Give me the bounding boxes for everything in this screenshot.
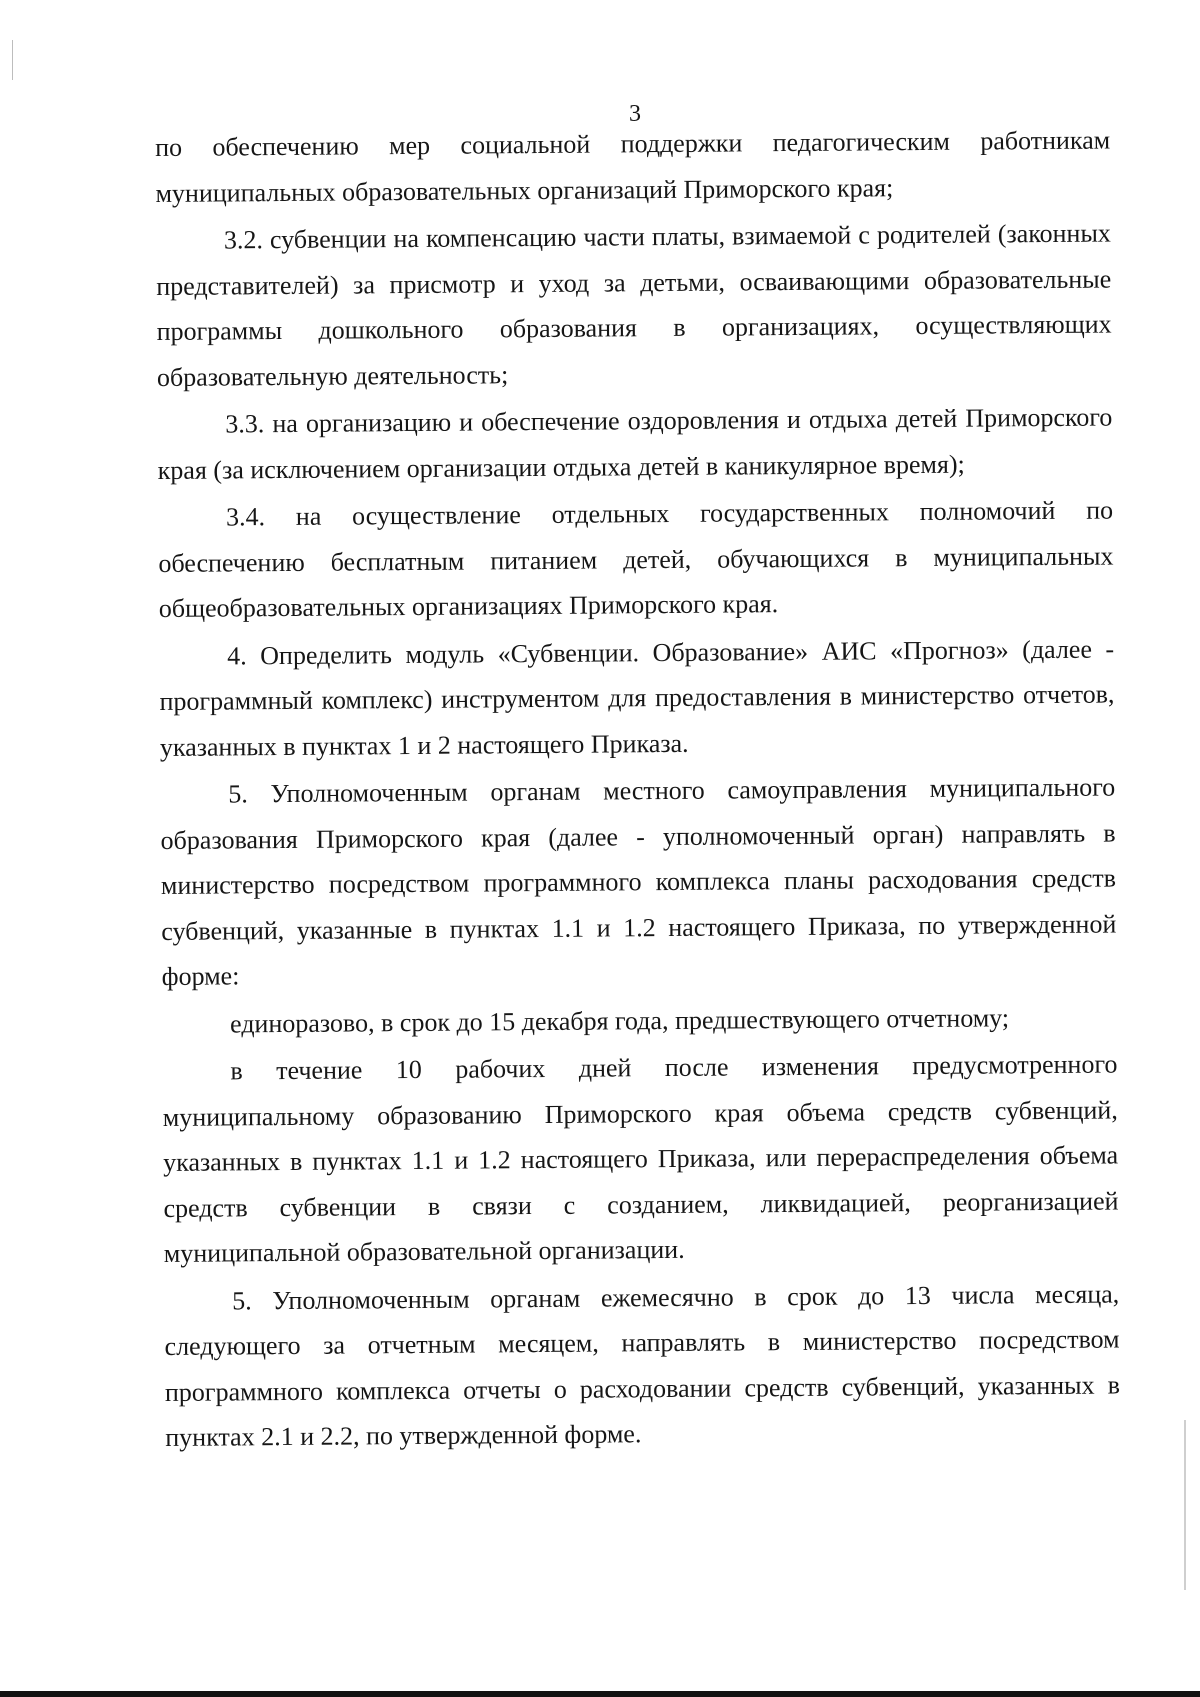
- scan-bottom-edge: [0, 1691, 1200, 1697]
- paragraph-item-3-3: 3.3. на организацию и обеспечение оздоровления и отдыха детей Приморского края (за исключением организации отдыха детей в каникулярное время);: [157, 402, 1113, 485]
- paragraph-item-3-2: 3.2. субвенции на компенсацию части платы, взимаемой с родителей (законных представителей) за присмотр и уход за детьми, осваивающими образовательные программы дошкольного образования в организациях, осуществляющих образовательную деятельность;: [156, 218, 1112, 392]
- paragraph-deadline-once: единоразово, в срок до 15 декабря года, предшествующего отчетному;: [229, 1002, 1010, 1038]
- paragraph-item-5: 5. Уполномоченным органам местного самоуправления муниципального образования Приморского края (далее - уполномоченный орган) направлять в министерство посредством программного комплекса планы расходования средств субвенций, указанные в пунктах 1.1 и 1.2 настоящего Приказа, по утвержденной форме:: [160, 772, 1117, 991]
- paragraph-item-5-monthly: 5. Уполномоченным органам ежемесячно в срок до 13 числа месяца, следующего за отчетным месяцем, направлять в министерство посредством программного комплекса отчеты о расходовании средств субвенций, указанных в пунктах 2.1 и 2.2, по утвержденной форме.: [164, 1278, 1121, 1452]
- scan-edge-mark: [12, 40, 13, 80]
- scan-edge-mark: [1184, 1420, 1186, 1590]
- paragraph-deadline-change: в течение 10 рабочих дней после изменения предусмотренного муниципальному образованию Приморского края объема средств субвенций, указанных в пунктах 1.1 и 1.2 настоящего Приказа, или перераспределения объема средств субвенции в связи с созданием, ликвидацией, реорганизацией муниципальной образовательной организации.: [162, 1049, 1119, 1268]
- paragraph-continuation: по обеспечению мер социальной поддержки педагогическим работникам муниципальных образовательных организаций Приморского края;: [155, 125, 1111, 208]
- document-body: [155, 117, 1120, 1460]
- paragraph-item-4: 4. Определить модуль «Субвенции. Образование» АИС «Прогноз» (далее - программный комплекс) инструментом для предоставления в министерство отчетов, указанных в пунктах 1 и 2 настоящего Приказа.: [159, 633, 1115, 762]
- paragraph-item-3-4: 3.4. на осуществление отдельных государственных полномочий по обеспечению бесплатным питанием детей, обучающихся в муниципальных общеобразовательных организациях Приморского края.: [158, 495, 1114, 623]
- page-number: 3: [629, 101, 641, 127]
